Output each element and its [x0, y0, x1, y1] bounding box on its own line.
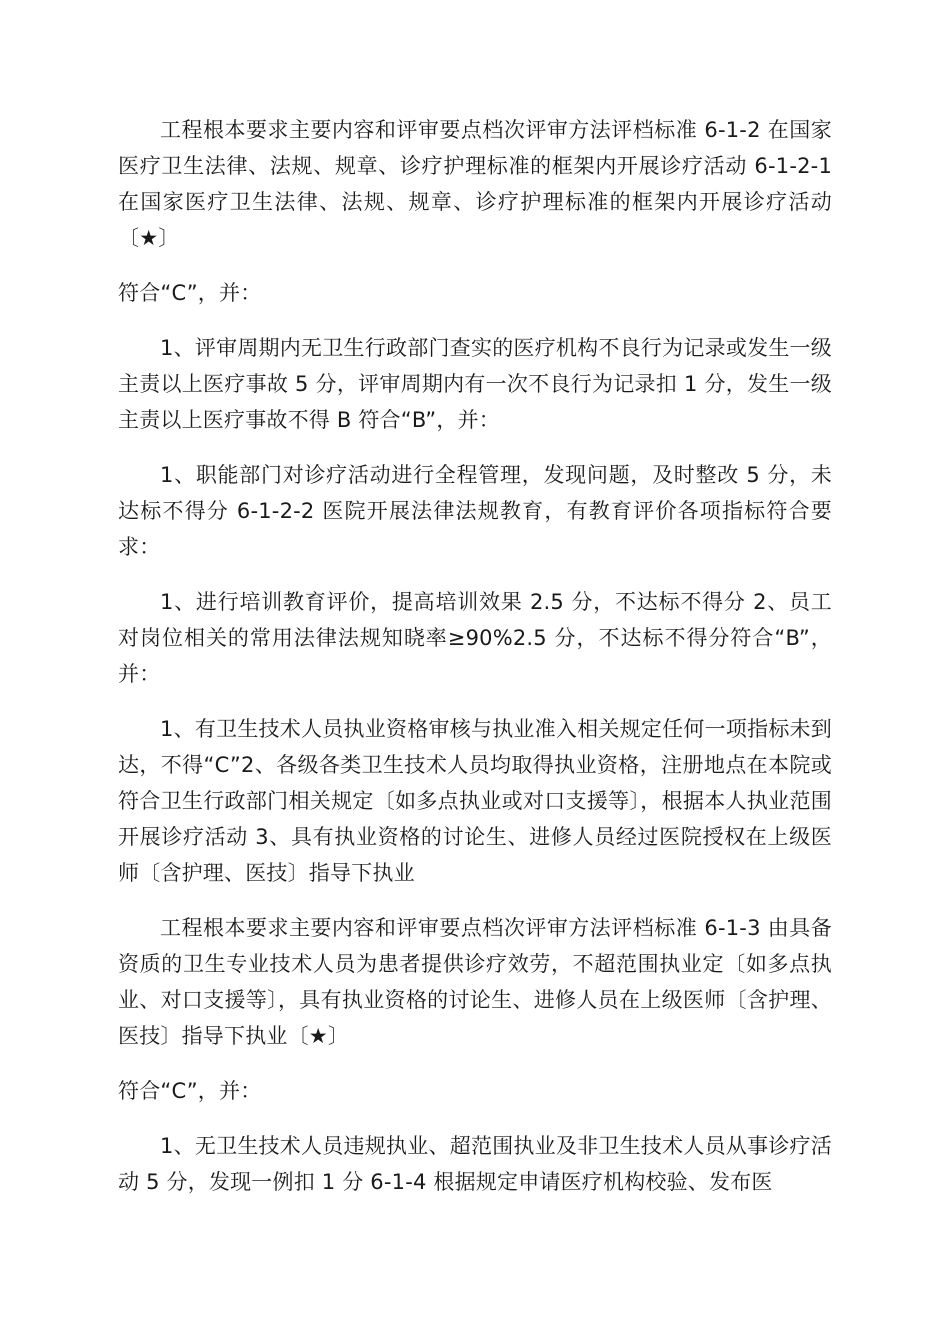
paragraph-4: 1、职能部门对诊疗活动进行全程管理，发现问题，及时整改 5 分，未达标不得分 6-1-2-2 医院开展法律法规教育，有教育评价各项指标符合要求： [118, 463, 832, 559]
paragraph-9: 1、无卫生技术人员违规执业、超范围执业及非卫生技术人员从事诊疗活动 5 分，发现一例扣 1 分 6-1-4 根据规定申请医疗机构校验、发布医 [118, 1134, 832, 1194]
paragraph-6: 1、有卫生技术人员执业资格审核与执业准入相关规定任何一项指标未到达，不得“C”2、各级各类卫生技术人员均取得执业资格，注册地点在本院或符合卫生行政部门相关规定〔如多点执业或对口支援等〕，根据本人执业范围开展诊疗活动 3、具有执业资格的讨论生、进修人员经过医院授权在上级医师〔含护理、医技〕指导下执业 [118, 717, 832, 885]
paragraph-7: 工程根本要求主要内容和评审要点档次评审方法评档标准 6-1-3 由具备资质的卫生专业技术人员为患者提供诊疗效劳，不超范围执业定〔如多点执业、对口支援等〕，具有执业资格的讨论生、进修人员在上级医师〔含护理、医技〕指导下执业〔★〕 [118, 916, 832, 1048]
document-page [118, 112, 832, 1219]
paragraph-2: 符合“C”，并： [118, 281, 262, 305]
paragraph-3: 1、评审周期内无卫生行政部门查实的医疗机构不良行为记录或发生一级主责以上医疗事故 5 分，评审周期内有一次不良行为记录扣 1 分，发生一级主责以上医疗事故不得 B 符合“B”，并： [118, 336, 832, 432]
paragraph-1: 工程根本要求主要内容和评审要点档次评审方法评档标准 6-1-2 在国家医疗卫生法律、法规、规章、诊疗护理标准的框架内开展诊疗活动 6-1-2-1 在国家医疗卫生法律、法规、规章、诊疗护理标准的框架内开展诊疗活动〔★〕 [118, 118, 832, 250]
paragraph-8: 符合“C”，并： [118, 1079, 262, 1103]
paragraph-5: 1、进行培训教育评价，提高培训效果 2.5 分，不达标不得分 2、员工对岗位相关的常用法律法规知晓率≥90%2.5 分，不达标不得分符合“B”，并： [118, 590, 832, 686]
